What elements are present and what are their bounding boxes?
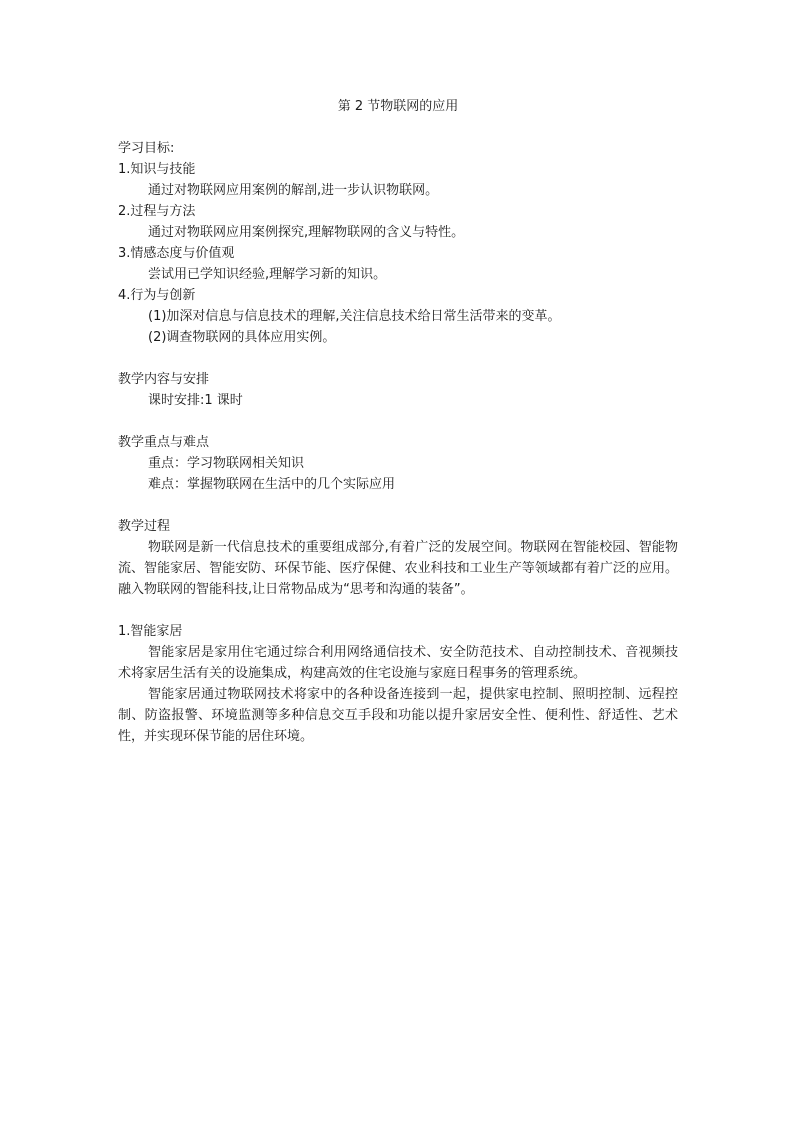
smart-home-heading: 1.智能家居 (118, 624, 183, 639)
objective-1-text: 通过对物联网应用案例的解剖,进一步认识物联网。 (148, 183, 439, 198)
document-body (118, 96, 678, 747)
difficulty-text: 难点：掌握物联网在生活中的几个实际应用 (148, 477, 396, 492)
content-arrangement-heading: 教学内容与安排 (118, 372, 210, 387)
process-heading: 教学过程 (118, 519, 171, 534)
spacer (118, 411, 678, 432)
key-points-heading: 教学重点与难点 (118, 435, 210, 450)
objective-4-text-2: (2)调查物联网的具体应用实例。 (148, 330, 336, 345)
process-paragraph: 物联网是新一代信息技术的重要组成部分,有着广泛的发展空间。物联网在智能校园、智能物流、智能家居、智能安防、环保节能、医疗保健、农业科技和工业生产等领域都有着广泛的应用。融入物联网的智能科技,让日常物品成为“思考和沟通的装备”。 (118, 540, 678, 597)
objective-1-label: 1.知识与技能 (118, 162, 196, 177)
objective-4-text-1: (1)加深对信息与信息技术的理解,关注信息技术给日常生活带来的变革。 (148, 309, 561, 324)
objective-2-text: 通过对物联网应用案例探究,理解物联网的含义与特性。 (148, 225, 465, 240)
objectives-heading: 学习目标: (118, 141, 175, 156)
objective-3-text: 尝试用已学知识经验,理解学习新的知识。 (148, 267, 387, 282)
spacer (118, 348, 678, 369)
objective-4-label: 4.行为与创新 (118, 288, 196, 303)
focus-text: 重点：学习物联网相关知识 (148, 456, 305, 471)
smart-home-paragraph-1: 智能家居是家用住宅通过综合利用网络通信技术、安全防范技术、自动控制技术、音视频技术将家居生活有关的设施集成，构建高效的住宅设施与家庭日程事务的管理系统。 (118, 645, 678, 681)
objective-2-label: 2.过程与方法 (118, 204, 196, 219)
smart-home-paragraph-2: 智能家居通过物联网技术将家中的各种设备连接到一起，提供家电控制、照明控制、远程控制、防盗报警、环境监测等多种信息交互手段和功能以提升家居安全性、便利性、舒适性、艺术性，并实现环保节能的居住环境。 (118, 687, 678, 744)
objective-3-label: 3.情感态度与价值观 (118, 246, 235, 261)
class-hours-text: 课时安排:1 课时 (148, 393, 243, 408)
page-title: 第 2 节物联网的应用 (337, 99, 459, 114)
spacer (118, 600, 678, 621)
spacer (118, 495, 678, 516)
